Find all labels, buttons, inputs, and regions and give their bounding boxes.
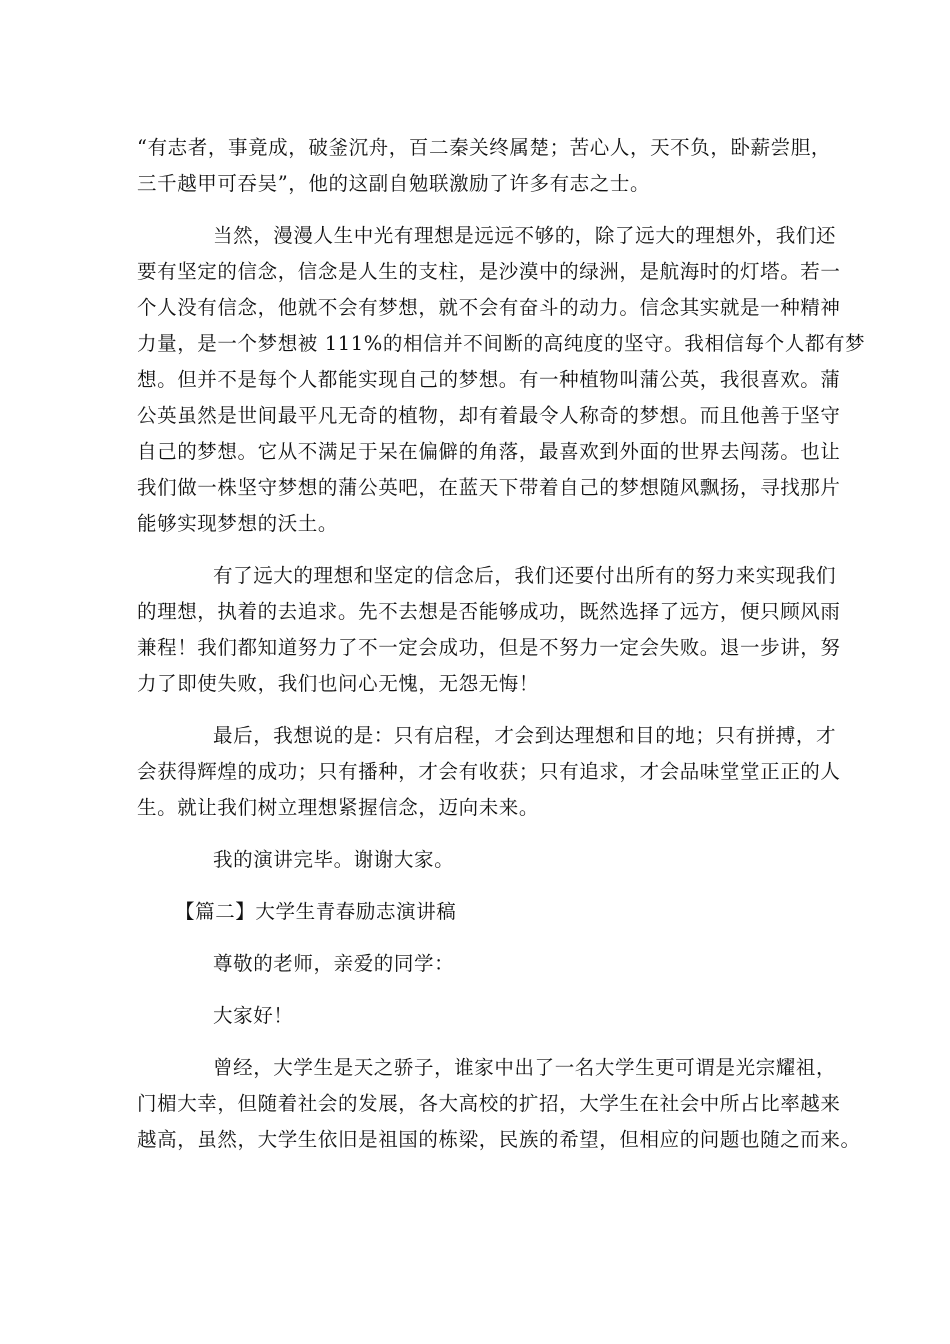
- text-line: 有了远大的理想和坚定的信念后，我们还要付出所有的努力来实现我们: [213, 564, 837, 587]
- text-line: 想。但并不是每个人都能实现自己的梦想。有一种植物叫蒲公英，我很喜欢。蒲: [137, 368, 841, 391]
- text-line: 三千越甲可吞吴”，他的这副自勉联激励了许多有志之士。: [137, 172, 651, 195]
- text-line: 自己的梦想。它从不满足于呆在偏僻的角落，最喜欢到外面的世界去闯荡。也让: [137, 440, 841, 463]
- text-line: 最后，我想说的是：只有启程，才会到达理想和目的地；只有拼搏，才: [213, 724, 837, 747]
- text-line: 曾经，大学生是天之骄子，谁家中出了一名大学生更可谓是光宗耀祖，: [213, 1056, 837, 1079]
- text-line: 的理想，执着的去追求。先不去想是否能够成功，既然选择了远方，便只顾风雨: [137, 600, 841, 623]
- text-line: 公英虽然是世间最平凡无奇的植物，却有着最令人称奇的梦想。而且他善于坚守: [137, 404, 841, 427]
- text-line: “有志者，事竟成，破釜沉舟，百二秦关终属楚；苦心人，天不负，卧薪尝胆，: [137, 136, 831, 159]
- text-line: 门楣大幸，但随着社会的发展，各大高校的扩招，大学生在社会中所占比率越来: [137, 1092, 841, 1115]
- text-line: 当然，漫漫人生中光有理想是远远不够的，除了远大的理想外，我们还: [213, 224, 837, 247]
- text-line: 尊敬的老师，亲爱的同学：: [213, 952, 455, 975]
- section-heading: 【篇二】大学生青春励志演讲稿: [175, 900, 457, 923]
- text-line: 大家好！: [213, 1004, 294, 1027]
- text-line: 会获得辉煌的成功；只有播种，才会有收获；只有追求，才会品味堂堂正正的人: [137, 760, 841, 783]
- text-line: 我的演讲完毕。谢谢大家。: [213, 848, 455, 871]
- text-line: 力量，是一个梦想被 111%的相信并不间断的高纯度的坚守。我相信每个人都有梦: [137, 332, 866, 355]
- text-line: 生。就让我们树立理想紧握信念，迈向未来。: [137, 796, 540, 819]
- text-line: 我们做一株坚守梦想的蒲公英吧，在蓝天下带着自己的梦想随风飘扬，寻找那片: [137, 476, 841, 499]
- text-line: 兼程！我们都知道努力了不一定会成功，但是不努力一定会失败。退一步讲，努: [137, 636, 841, 659]
- text-line: 要有坚定的信念，信念是人生的支柱，是沙漠中的绿洲，是航海时的灯塔。若一: [137, 260, 841, 283]
- text-line: 力了即使失败，我们也问心无愧，无怨无悔！: [137, 672, 540, 695]
- text-line: 个人没有信念，他就不会有梦想，就不会有奋斗的动力。信念其实就是一种精神: [137, 296, 841, 319]
- text-line: 越高，虽然，大学生依旧是祖国的栋梁，民族的希望，但相应的问题也随之而来。: [137, 1128, 861, 1151]
- text-line: 能够实现梦想的沃土。: [137, 512, 339, 535]
